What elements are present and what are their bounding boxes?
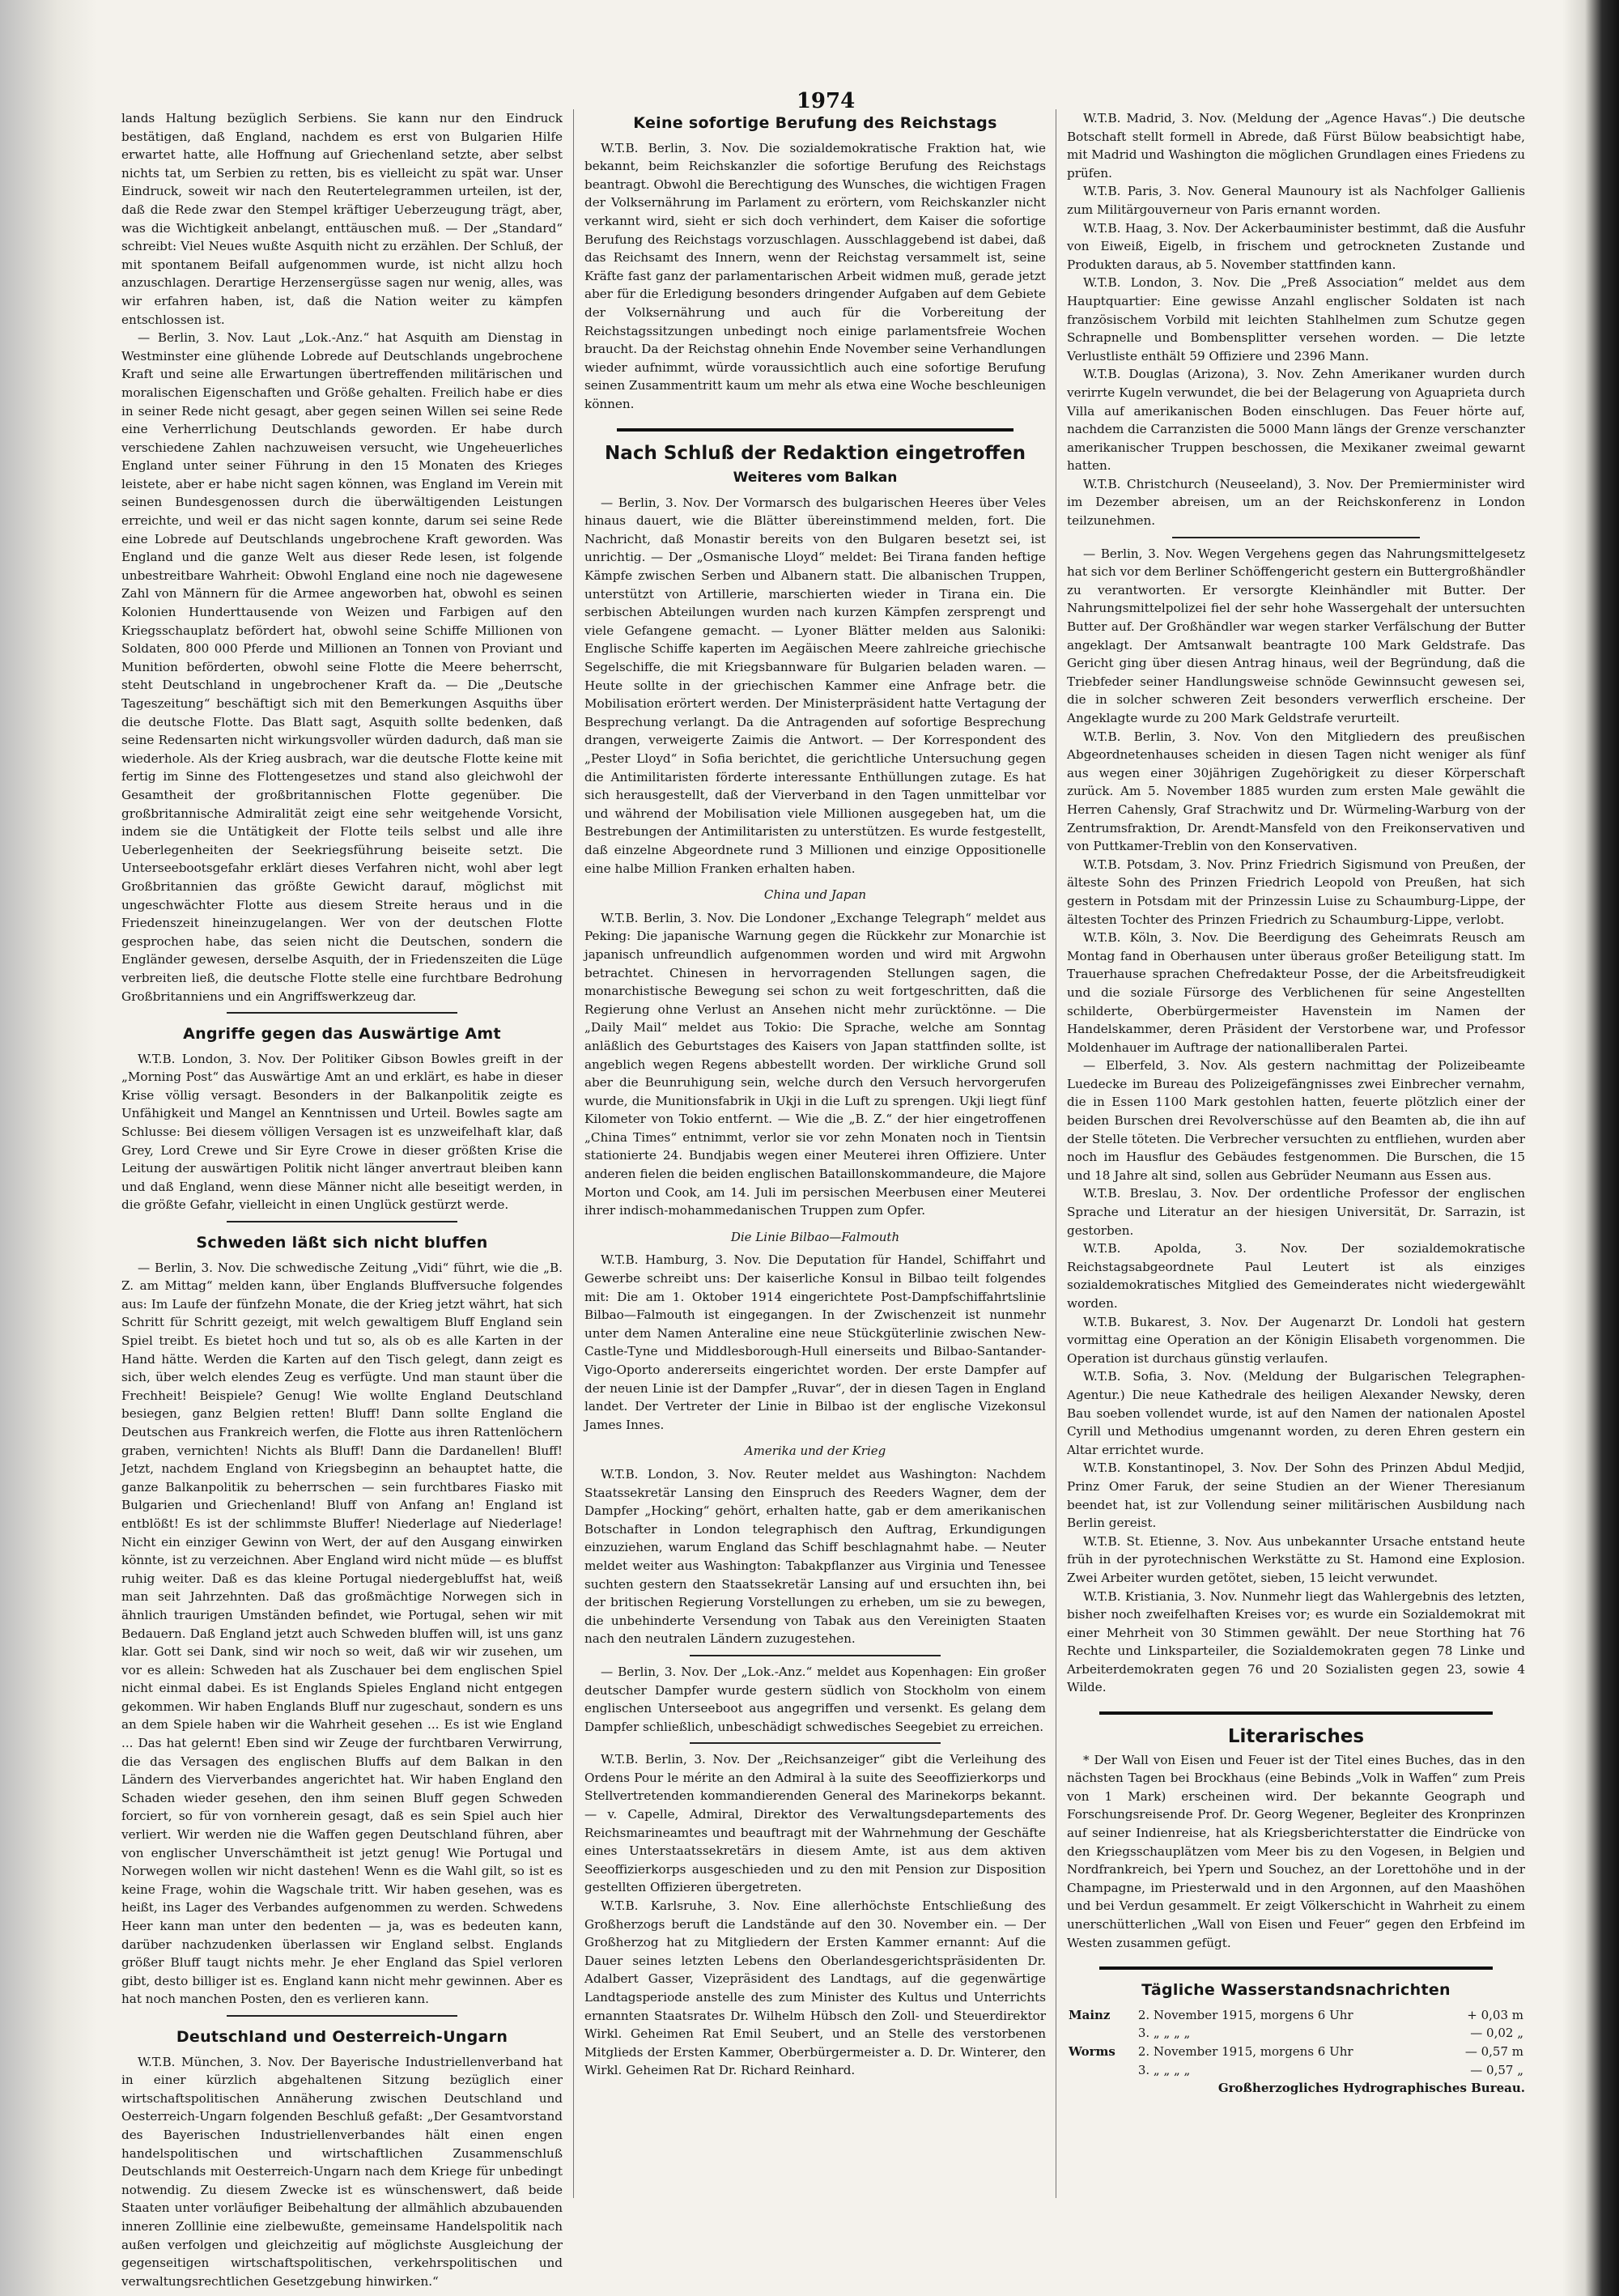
separator	[227, 1221, 457, 1222]
place-cell: Worms	[1069, 2043, 1115, 2059]
date-cell: 3. „ „ „ „	[1137, 2062, 1191, 2077]
article-text: W.T.B. Berlin, 3. Nov. Von den Mitgliedern des preußischen Abgeordnetenhauses scheiden in diesen Tagen nicht weniger als fünf aus wegen einer 30jährigen Zugehörigkeit zu dieser Körperschaft zurück. Am 5. November 1885 wurden zum ersten Male gewählt die Herren Cahensly, Graf Strachwitz und Dr. Würmeling-Warburg von der Zentrumsfraktion, Dr. Arendt-Mansfeld von den Freikonservativen und von Puttkamer-Treblin von den Konservativen.	[1067, 729, 1525, 854]
separator	[690, 1655, 941, 1656]
column-divider	[573, 109, 574, 2198]
place-cell	[1067, 2061, 1137, 2080]
water-level-table	[1067, 2006, 1525, 2079]
headline-reichstag: Keine sofortige Berufung des Reichstags	[633, 114, 997, 132]
headline-wasserstand: Tägliche Wasserstandsnachrichten	[1141, 1981, 1451, 2000]
subheadline-china: China und Japan	[763, 887, 867, 903]
article-text: W.T.B. Bukarest, 3. Nov. Der Augenarzt Dr. Londoli hat gestern vormittag eine Operation an der Königin Elisabeth vorgenommen. Die Operation ist durchaus günstig verlaufen.	[1067, 1314, 1525, 1366]
article-text: — Berlin, 3. Nov. Der „Lok.-Anz.“ meldet aus Kopenhagen: Ein großer deutscher Dampfer wurde gestern südlich von Stockholm von einem englischen Unterseeboot aus angegriffen und versenkt. Es gelang dem Dampfer schließlich, unbeschädigt schwedisches Seegebiet zu erreichen.	[584, 1664, 1046, 1734]
article-text: W.T.B. Madrid, 3. Nov. (Meldung der „Agence Havas“.) Die deutsche Botschaft stellt formell in Abrede, daß Fürst Bülow beabsichtigt habe, mit Madrid und Washington die möglichen Grundlagen eines Friedens zu prüfen.	[1067, 111, 1525, 181]
article-text: — Berlin, 3. Nov. Wegen Vergehens gegen das Nahrungsmittelgesetz hat sich vor dem Berliner Schöffengericht gestern ein Buttergroßhändler zu verantworten. Er versorgte Kleinhändler mit Butter. Der Nahrungsmittelpolizei fiel der sehr hohe Wassergehalt der untersuchten Butter auf. Der Großhändler war wegen starker Verfälschung der Butter angeklagt. Der Amtsanwalt beantragte 100 Mark Geldstrafe. Das Gericht ging über diesen Antrag hinaus, weil der Begründung, daß die Triebfeder seiner Handlungsweise schnöde Gewinnsucht gewesen sei, die in solcher schweren Zeit besonders verwerflich erscheine. Der Angeklagte wurde zu 200 Mark Geldstrafe verurteilt.	[1067, 546, 1525, 725]
article-text: W.T.B. Karlsruhe, 3. Nov. Eine allerhöchste Entschließung des Großherzogs beruft die Landstände auf den 30. November ein. — Der Großherzog hat zu Mitgliedern der Ersten Kammer ernannt: Auf die Dauer seines letzten Lebens den Oberlandesgerichtspräsidenten Dr. Adalbert Gasser, Vizepräsident des Landtags, auf die gegenwärtige Landtagsperiode anstelle des zum Minister des Kultus und Unterrichts ernannten Staatsrates Dr. Wilhelm Hübsch den Zoll- und Steuerdirektor Wirkl. Geheimen Rat Emil Seubert, und an Stelle des verstorbenen Mitglieds der Ersten Kammer, Oberbürgermeister a. D. Dr. Winterer, den Wirkl. Geheimen Rat Dr. Richard Reinhard.	[584, 1898, 1046, 2078]
value-cell: + 0,03 m	[1467, 2007, 1523, 2022]
book-edge-right	[1562, 0, 1619, 2296]
article-text: W.T.B. Köln, 3. Nov. Die Beerdigung des Geheimrats Reusch am Montag fand in Oberhausen unter überaus großer Beteiligung statt. Im Trauerhause sprachen Chefredakteur Posse, der die Arbeitsfreudigkeit und die soziale Fürsorge des Verblichenen für seine Angestellten schilderte, Oberbürgermeister Havenstein im Namen der Handelskammer, deren Präsident der Verstorbene war, und Professor Moldenhauer im Auftrage der nationalliberalen Partei.	[1067, 930, 1525, 1055]
table-row	[1067, 2061, 1525, 2080]
column-1	[121, 109, 563, 2289]
column-2	[584, 109, 1046, 2279]
subheadline-bilbao: Die Linie Bilbao—Falmouth	[730, 1229, 900, 1244]
article-text: * Der Wall von Eisen und Feuer ist der Titel eines Buches, das in den nächsten Tagen bei Brockhaus (eine Bebinds „Volk in Waffen“ zum Preis von 1 Mark) erscheinen wird. Der bekannte Geograph und Forschungsreisende Prof. Dr. Georg Wegener, Begleiter des Kronprinzen auf seiner Indienreise, hat als Kriegsberichterstatter die Eindrücke von den Kriegsschauplätzen vom Meer bis zu den Vogesen, in Belgien und Nordfrankreich, bei Ypern und Souchez, an der Lorettohöhe und in der Champagne, im Priesterwald und in den Argonnen, auf den Maashöhen und bei Verdun gesammelt. Er zeigt Völkerschicht in Wahrheit zu einem unerschütterlichen „Wall von Eisen und Feuer“ gegen den Erbfeind im Westen zusammen gefügt.	[1067, 1752, 1525, 1950]
separator-thick	[617, 428, 1013, 432]
separator	[1172, 537, 1420, 538]
article-text: W.T.B. St. Etienne, 3. Nov. Aus unbekannter Ursache entstand heute früh in der pyrotechnischen Werkstätte zu St. Hamond eine Explosion. Zwei Arbeiter wurden getötet, sieben, 15 leicht verwundet.	[1067, 1533, 1525, 1585]
table-row	[1067, 2006, 1525, 2025]
headline-oesterreich: Deutschland und Oesterreich-Ungarn	[176, 2027, 508, 2046]
place-cell	[1067, 2024, 1137, 2043]
table-row	[1067, 2043, 1525, 2061]
article-text: W.T.B. London, 3. Nov. Reuter meldet aus Washington: Nachdem Staatssekretär Lansing den Einspruch des Reeders Wagner, dem der Dampfer „Hocking“ gehört, erhalten hatte, gab er dem amerikanischen Botschafter in London telegraphisch den Auftrag, Erkundigungen einzuziehen, warum England das Schiff beschlagnahmt habe. — Neuter meldet weiter aus Washington: Tabakpflanzer aus Virginia und Tenessee suchten gestern den Staatssekretär Lansing auf und ersuchten ihn, bei der britischen Regierung Vorstellungen zu erheben, um sie zu bewegen, die unbehinderte Versendung von Tabak aus den Vereinigten Staaten nach den neutralen Ländern zuzugestehen.	[584, 1466, 1046, 1647]
article-text: W.T.B. Christchurch (Neuseeland), 3. Nov. Der Premierminister wird im Dezember abreisen, um an der Reichskonferenz in London teilzunehmen.	[1067, 476, 1525, 529]
date-cell: 2. November 1915, morgens 6 Uhr	[1137, 2043, 1353, 2059]
article-text: W.T.B. Kristiania, 3. Nov. Nunmehr liegt das Wahlergebnis des letzten, bisher noch zweifelhaften Kreises vor; es wurde ein Sozialdemokrat mit einer Mehrheit von 30 Stimmen gewählt. Der neue Storthing hat 76 Rechte und Linksparteiler, die Sozialdemokraten gegen 78 Linke und Arbeiterdemokraten gegen 76 und 20 Sozialisten gegen 23, sowie 4 Wilde.	[1067, 1588, 1525, 1695]
article-text: W.T.B. Breslau, 3. Nov. Der ordentliche Professor der englischen Sprache und Literatur an der hiesigen Universität, Dr. Sarrazin, ist gestorben.	[1067, 1186, 1525, 1238]
article-text: W.T.B. London, 3. Nov. Die „Preß Association“ meldet aus dem Hauptquartier: Eine gewisse Anzahl englischer Soldaten ist nach französischem Vorbild mit leichten Stahlhelmen zum Schutze gegen Schrapnelle und Bombensplitter versehen worden. — Die letzte Verlustliste enthält 59 Offiziere und 2396 Mann.	[1067, 275, 1525, 364]
article-text: W.T.B. Paris, 3. Nov. General Maunoury ist als Nachfolger Gallienis zum Militärgouverneur von Paris ernannt worden.	[1067, 184, 1525, 217]
date-cell: 2. November 1915, morgens 6 Uhr	[1137, 2007, 1353, 2022]
article-text: — Berlin, 3. Nov. Die schwedische Zeitung „Vidi“ führt, wie die „B. Z. am Mittag“ melden kann, über Englands Bluffversuche folgendes aus: Im Laufe der fünfzehn Monate, die der Krieg jetzt währt, hat sich Schritt für Schritt gezeigt, mit welch gewaltigem Bluff England sein Spiel treibt. Es bietet hoch und tut so, als ob es alle Karten in der Hand hätte. Werden die Karten auf den Tisch gelegt, dann zeigt es sich, über welch elendes Zeug es verfügte. Und man staunt über die Frechheit! Beispiele? Genug! Wie wollte England Deutschland besiegen, ganz Belgien retten! Bluff! Dann sollte England die Deutschen aus Frankreich werfen, die Flotte aus ihren Rattenlöchern graben, vernichten! Nichts als Bluff! Dann die Dardanellen! Bluff! Jetzt, nachdem England von Kriegsbeginn an behauptet hatte, die ganze Balkanpolitik zu beherrschen — sein furchtbares Fiasko mit Bulgarien und Griechenland! Bluff von Anfang an! England ist entblößt! Es ist der schlimmste Bluffer! Niederlage auf Niederlage! Nicht ein einziger Gewinn von Wert, der auf den Ausgang einwirken könnte, ist zu verzeichnen. Aber England wird nicht müde — es bluffst ruhig weiter. Daß es das kleine Portugal niedergebluffst hat, weiß man seit Jahrzehnten. Daß das großmächtige Norwegen sich in ähnlich traurigen Umständen befindet, wie Portugal, sehen wir mit Bedauern. Daß England jetzt auch Schweden bluffen will, ist uns ganz klar. Gott sei Dank, sind wir noch so weit, daß wir wir zusehen, um vor es allein: Schweden hat als Zuschauer bei dem englischen Spiel nicht einmal dabei. Es ist Englands Spieles England nicht entgegen gekommen. Wir haben Englands Bluff nur zugeschaut, sondern es uns an dem Spiele haben wir die Wahrheit gesehen ... Es ist wie England ... Das hat gelernt! Eben sind wir Zeuge der furchtbaren Verwirrung, die das Versagen des englischen Bluffs auf dem Balkan in den Ländern des Vierverbandes angerichtet hat. Wir haben England den Schaden wieder gesehen, den ihm seinen Bluff gegen Schweden forciert, so für von vornherein gesagt, daß es sein Spiel auch hier verliert. Wir werden nie die Waffen gegen Deutschland führen, aber von englischer Unverschämtheit ist jetzt genug! Wie Portugal und Norwegen wollen wir nicht dastehen! Wenn es die Wahl gilt, so ist es keine Frage, wohin die Wagschale tritt. Wir haben gesehen, was es heißt, ins Lager des Verbandes aufgenommen zu werden. Schwedens Heer kann man unter den bedenten — ja, was es bedeuten kann, darüber nachzudenken überlassen wir England selbst. Englands größer Bluff taugt nichts mehr. Je eher England das Spiel verloren gibt, desto billiger ist es. England kann nicht mehr gewinnen. Aber es hat noch manchen Posten, den es verlieren kann.	[121, 1260, 563, 2007]
column-3	[1067, 109, 1525, 2279]
value-cell: — 0,57 m	[1464, 2043, 1523, 2059]
place-cell: Mainz	[1069, 2007, 1111, 2022]
article-text: W.T.B. Berlin, 3. Nov. Die sozialdemokratische Fraktion hat, wie bekannt, beim Reichskanzler die sofortige Berufung des Reichstags beantragt. Obwohl die Berechtigung des Wunsches, die wichtigen Fragen der Volksernährung im Parlament zu erörtern, vom Reichskanzler nicht verkannt wird, sieht er sich doch verhindert, dem Kaiser die sofortige Berufung des Reichstags vorzuschlagen. Ausschlaggebend ist dabei, daß das Reichsamt des Innern, wenn der Reichstag versammelt ist, seine Kräfte fast ganz der parlamentarischen Arbeit widmen muß, gerade jetzt aber für die Erledigung besonders dringender Aufgaben auf dem Gebiete der Volksernährung und auch für die Vorbereitung der Reichstagssitzungen unbedingt noch einige parlamentsfreie Wochen braucht. Da der Reichstag ohnehin Ende November seine Verhandlungen wieder aufnimmt, würde voraussichtlich auch eine sofortige Berufung seinen Zusammentritt kaum um mehr als etwa eine Woche beschleunigen können.	[584, 140, 1046, 411]
separator	[227, 2015, 457, 2017]
value-cell: — 0,57 „	[1470, 2062, 1523, 2077]
headline-amt: Angriffe gegen das Auswärtige Amt	[183, 1025, 501, 1044]
article-text: W.T.B. Douglas (Arizona), 3. Nov. Zehn Amerikaner wurden durch verirrte Kugeln verwundet, die bei der Belagerung von Aguaprieta durch Villa auf amerikanischen Boden einschlugen. Das Feuer hörte auf, nachdem die Carranzisten die 5000 Mann längs der Grenze verschanzter amerikanischer Truppen beschossen, die Mexikaner zweimal gewarnt hatten.	[1067, 367, 1525, 474]
article-text: — Berlin, 3. Nov. Laut „Lok.-Anz.“ hat Asquith am Dienstag in Westminster eine glühende Lobrede auf Deutschlands ungebrochene Kraft und seine alle Erwartungen übertreffenden militärischen und moralischen Eigenschaften und Größe gehalten. Freilich habe er dies in seiner Rede nicht gesagt, aber gegen seinen Willen sei seine Rede eine Verherrlichung Deutschlands geworden. Er habe durch verschiedene Zahlen nachzuweisen versucht, wie Ungeheuerliches England unter seiner Führung in den 15 Monaten des Krieges leistete, aber er habe nicht sagen können, was England im Verein mit seinen Bundesgenossen durch die überwältigenden Leistungen erreichte, und weil er das nicht sagen konnte, darum sei seine Rede eine Lobrede auf Deutschlands ungebrochene Kraft geworden. Was England und die ganze Welt aus dieser Rede lesen, ist folgende unbestreitbare Wahrheit: Obwohl England eine noch nie dagewesene Zahl von Männern für die Armee angeworben hat, obwohl es seinen Kolonien Hunderttausende von Weizen und Farbigen auf den Kriegsschauplatz befördert hat, obwohl seine Schiffe Millionen von Soldaten, 800 000 Pferde und Millionen an Tonnen von Proviant und Munition beförderten, obwohl seine Flotte die Meere beherrscht, steht Deutschland in ungebrochener Kraft da. — Die „Deutsche Tageszeitung“ beschäftigt sich mit den Bemerkungen Asquiths über die deutsche Flotte. Das Blatt sagt, Asquith sollte bedenken, daß seine Redensarten nicht wirkungsvoller würden dadurch, daß man sie wiederhole. Als der Krieg ausbrach, war die deutsche Flotte keine mit fertig im Sinne des Flottengesetzes und stand also gleichwohl der Gesamtheit der großbritannischen Flotte gegenüber. Die großbritannische Admiralität zeigt eine sehr weitgehende Vorsicht, indem sie die Untätigkeit der Flotte teils selbst und alle ihre Ueberlegenheiten der Seekriegsführung beiseite setzt. Die Unterseebootsgefahr erklärt dieses Verfahren nicht, wohl aber legt Großbritannien das größte Gewicht darauf, möglichst mit ungeschwächter Flotte aus diesem Streite heraus und in die Friedenszeit hineinzugelangen. Wer von der deutschen Flotte gesprochen habe, das seien nicht die Deutschen, sondern die Engländer gewesen, derselbe Asquith, der in Friedenszeiten die Lüge verbreiten ließ, die deutsche Flotte stelle eine furchtbare Bedrohung Großbritanniens und ein Angriffswerkzeug dar.	[121, 330, 563, 1004]
article-text: W.T.B. Konstantinopel, 3. Nov. Der Sohn des Prinzen Abdul Medjid, Prinz Omer Faruk, der seine Studien an der Wiener Theresianum beendet hat, ist zur Vollendung seiner militärischen Ausbildung nach Berlin gereist.	[1067, 1461, 1525, 1531]
date-cell: 3. „ „ „ „	[1137, 2026, 1191, 2041]
headline-schweden: Schweden läßt sich nicht bluffen	[196, 1234, 488, 1252]
headline-redaktion: Nach Schluß der Redaktion eingetroffen	[605, 442, 1026, 464]
subheadline-amerika: Amerika und der Krieg	[744, 1444, 886, 1459]
article-text: W.T.B. Apolda, 3. Nov. Der sozialdemokratische Reichstagsabgeordnete Paul Leutert ist als einziges sozialdemokratisches Mitglied des Gemeinderates nicht wiedergewählt worden.	[1067, 1241, 1525, 1311]
book-gutter-left	[0, 0, 97, 2296]
article-text: — Elberfeld, 3. Nov. Als gestern nachmittag der Polizeibeamte Luedecke im Bureau des Polizeigefängnisses zwei Einbrecher vernahm, die in Essen 1100 Mark gestohlen hatten, feuerte plötzlich einer der beiden Burschen drei Revolverschüsse auf den Beamten ab, die ihn auf der Stelle töteten. Die Verbrecher versuchten zu entfliehen, wurden aber noch im Hausflur des Gebäudes festgenommen. Die Burschen, die 15 und 18 Jahre alt sind, sollen aus Gebrüder Neumann aus Essen aus.	[1067, 1058, 1525, 1183]
article-text: W.T.B. Sofia, 3. Nov. (Meldung der Bulgarischen Telegraphen-Agentur.) Die neue Kathedrale des heiligen Alexander Newsky, deren Bau soeben vollendet wurde, ist auf den Namen der nationalen Apostel Cyrill und Methodius umgenannt worden, zu deren Ehren gestern ein Altar errichtet wurde.	[1067, 1369, 1525, 1457]
article-text: W.T.B. München, 3. Nov. Der Bayerische Industriellenverband hat in einer kürzlich abgehaltenen Sitzung bezüglich einer wirtschaftspolitischen Annäherung zwischen Deutschland und Oesterreich-Ungarn folgenden Beschluß gefaßt: „Der Gesamtvorstand des Bayerischen Industriellenverbandes hält einen engen handelspolitischen und wirtschaftlichen Zusammenschluß Deutschlands mit Oesterreich-Ungarn nach dem Kriege für unbedingt notwendig. Zu diesem Zwecke ist es wünschenswert, daß beide Staaten unter vorläufiger Beibehaltung der allmählich abzubauenden inneren Zolllinie eine zielbewußte, gemeinsame Handelspolitik nach außen verfolgen und gleichzeitig auf möglichste Ausgleichung der gegenseitigen wirtschaftspolitischen, verkehrspolitischen und verwaltungsrechtlichen Gesetzgebung hinwirken.“	[121, 2054, 563, 2289]
separator	[690, 1742, 941, 1744]
separator-thick	[1099, 1966, 1493, 1970]
article-text: lands Haltung bezüglich Serbiens. Sie kann nur den Eindruck bestätigen, daß England, nachdem es erst von Bulgarien Hilfe erwartet hatte, alle Hoffnung auf Griechenland setzte, aber selbst nichts tat, um Serbien zu retten, bis es vielleicht zu spät war. Unser Eindruck, soweit wir nach den Reutertelegrammen urteilen, ist der, daß die Rede zwar den Stempel kräftiger Ueberzeugung trägt, aber, was die Wichtigkeit anbelangt, enttäuschen muß. — Der „Standard“ schreibt: Viel Neues wußte Asquith nicht zu erzählen. Der Schluß, der mit spontanem Beifall aufgenommen wurde, ist nicht allzu hoch anzuschlagen. Derartige Herzensergüsse sagen nur wenig, alles, was wir erfahren haben, ist, daß die Nation weiter zu kämpfen entschlossen ist.	[121, 111, 563, 327]
signature-bureau: Großherzogliches Hydrographisches Bureau.	[1217, 2081, 1525, 2096]
table-row	[1067, 2024, 1525, 2043]
article-text: W.T.B. Potsdam, 3. Nov. Prinz Friedrich Sigismund von Preußen, der älteste Sohn des Prinzen Friedrich Leopold von Preußen, hat sich gestern in Potsdam mit der Prinzessin Luise zu Schaumburg-Lippe, der ältesten Tochter des Prinzen Friedrich zu Schaumburg-Lippe, verlobt.	[1067, 857, 1525, 927]
separator	[227, 1012, 457, 1014]
article-text: W.T.B. London, 3. Nov. Der Politiker Gibson Bowles greift in der „Morning Post“ das Auswärtige Amt an und erklärt, es habe in dieser Krise völlig versagt. Besonders in der Balkanpolitik zeigte es Unfähigkeit und Mangel an Kenntnissen und Urteil. Bowles sagte am Schlusse: Bei diesem völligen Versagen ist es unzweifelhaft klar, daß Grey, Lord Crewe und Sir Eyre Crowe in dieser größten Krise die Leitung der auswärtigen Politik nicht länger anvertraut bleiben kann und daß England, wenn diese Männer nicht alle beseitigt werden, in die größte Gefahr, vielleicht in einen Unglück gestürzt werde.	[121, 1051, 563, 1213]
article-text: W.T.B. Haag, 3. Nov. Der Ackerbauminister bestimmt, daß die Ausfuhr von Eiweiß, Eigelb, in frischem und getrockneten Zustande und Produkten daraus, ab 5. November stattfinden kann.	[1067, 220, 1525, 272]
page-number: 1974	[796, 89, 856, 113]
article-text: W.T.B. Hamburg, 3. Nov. Die Deputation für Handel, Schiffahrt und Gewerbe schreibt uns: Der kaiserliche Konsul in Bilbao teilt folgendes mit: Die am 1. Oktober 1914 eingerichtete Post-Dampfschiffahrtslinie Bilbao—Falmouth ist eingegangen. In der Zwischenzeit ist nunmehr unter dem Namen Anteraline eine neue Stückgüterlinie zwischen New-Castle-Tyne und Middlesborough-Hull einerseits und Bilbao-Santander-Vigo-Oporto andererseits eingerichtet worden. Der erste Dampfer auf der neuen Linie ist der Dampfer „Ruvar“, der in diesen Tagen in England landet. Der Vertreter der Linie in Bilbao ist der englische Vizekonsul James Innes.	[584, 1252, 1046, 1432]
headline-literarisches: Literarisches	[1227, 1726, 1365, 1748]
article-text: W.T.B. Berlin, 3. Nov. Die Londoner „Exchange Telegraph“ meldet aus Peking: Die japanische Warnung gegen die Rückkehr zur Monarchie ist japanisch unfreundlich aufgenommen worden und wird mit Argwohn betrachtet. Chinesen in hervorragenden Stellungen sagen, die monarchistische Bewegung sei schon zu weit fortgeschritten, daß die Regierung ohne Verlust an Ansehen nicht mehr zurücktönne. — Die „Daily Mail“ meldet aus Tokio: Die Sprache, welche am Sonntag anläßlich des Geburtstages des Kaisers von Japan stattfinden sollte, ist angeblich wegen Regens abbestellt worden. Der wirkliche Grund soll aber die Beunruhigung sein, welche durch den Versuch hervorgerufen wurde, die Munitionsfabrik in Ukji in die Luft zu sprengen. Ukji liegt fünf Kilometer von Tokio entfernt. — Wie die „B. Z.“ der hier eingetroffenen „China Times“ entnimmt, verlor sie vor zehn Monaten noch in Tientsin stationierte 24. Bundjabis wegen einer Meuterei ihren Offiziere. Unter anderen fielen die beiden englischen Bataillonskommandeure, die Majore Morton und Cook, am 14. Juli im persischen Meerbusen einer Meuterei ihrer indisch-mohammedanischen Truppen zum Opfer.	[584, 910, 1046, 1218]
article-text: W.T.B. Berlin, 3. Nov. Der „Reichsanzeiger“ gibt die Verleihung des Ordens Pour le mérite an den Admiral à la suite des Seeoffizierkorps und Stellvertretenden kommandierenden General des Marinekorps bekannt. — v. Capelle, Admiral, Direktor des Verwaltungsdepartements des Reichsmarineamtes und beauftragt mit der Wahrnehmung der Geschäfte eines Unterstaatssekretärs in diesem Amte, ist aus dem aktiven Seeoffizierkorps ausgeschieden und zu den mit Pension zur Disposition gestellten Offizieren übergetreten.	[584, 1752, 1046, 1895]
subheadline-balkan: Weiteres vom Balkan	[733, 470, 898, 487]
article-text: — Berlin, 3. Nov. Der Vormarsch des bulgarischen Heeres über Veles hinaus dauert, wie die Blätter übereinstimmend melden, fort. Die Nachricht, daß Monastir bereits von den Bulgaren besetzt sei, ist unrichtig. — Der „Osmanische Lloyd“ meldet: Bei Tirana fanden heftige Kämpfe zwischen Serben und Albanern statt. Die albanischen Truppen, unterstützt von Artillerie, marschierten wieder in Tirana ein. Die serbischen Abteilungen wurden nach kurzen Kämpfen zersprengt und viele Gefangene gemacht. — Lyoner Blätter melden aus Saloniki: Englische Schiffe kaperten im Aegäischen Meere zahlreiche griechische Segelschiffe, die mit Kriegsbannware für Bulgarien beladen waren. — Heute sollte in der griechischen Kammer eine Anfrage betr. die Mobilisation erörtert werden. Der Ministerpräsident hatte Vertagung der Besprechung verlangt. Da die Antragenden auf sofortige Besprechung drangen, verweigerte Zaimis die Antwort. — Der Korrespondent des „Pester Lloyd“ in Sofia berichtet, die gerichtliche Untersuchung gegen die Antimilitaristen förderte interessante Enthüllungen zutage. Es hat sich herausgestellt, daß der Vierverband in den Tagen unmittelbar vor und während der Mobilisation viele Millionen ausgegeben hat, um die Bestrebungen der Antimilitaristen zu unterstützen. Es wurde festgestellt, daß einzelne Abgeordnete rund 3 Millionen und einzige Oppositionelle eine halbe Million Franken erhalten haben.	[584, 495, 1046, 876]
value-cell: — 0,02 „	[1470, 2026, 1523, 2041]
separator-thick	[1099, 1711, 1493, 1715]
